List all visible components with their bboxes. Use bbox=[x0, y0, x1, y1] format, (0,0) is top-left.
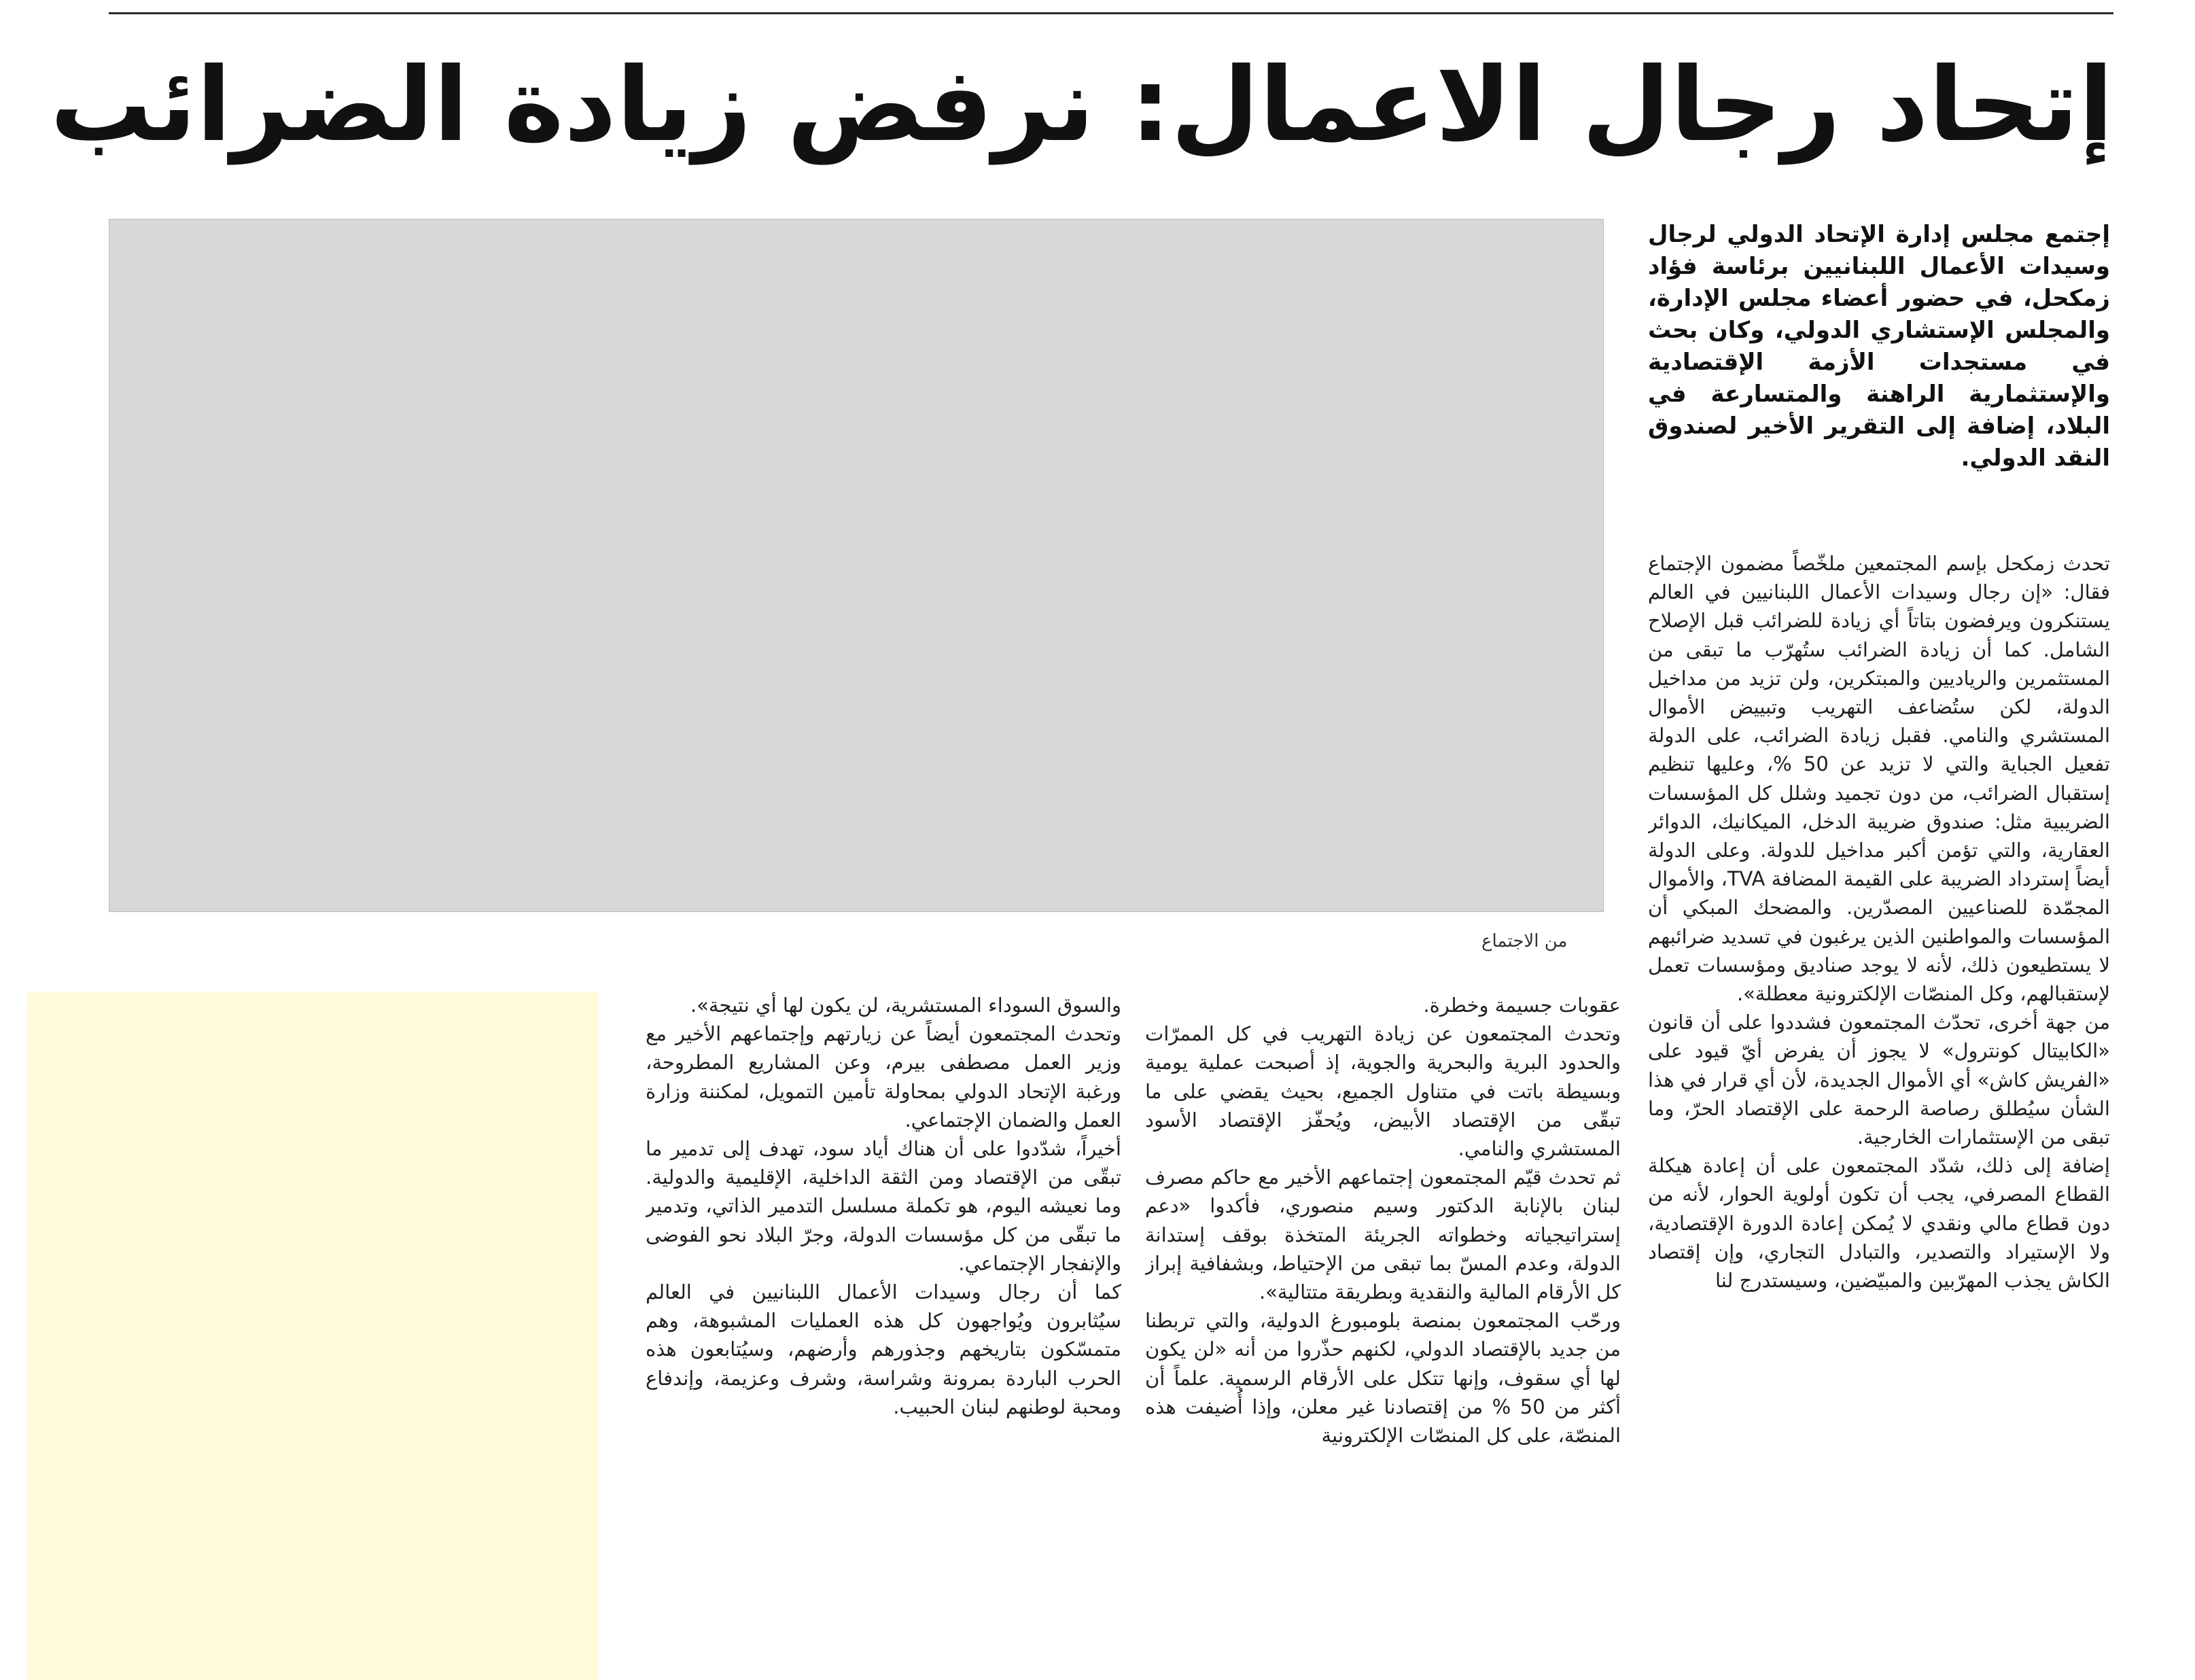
ad-placeholder bbox=[27, 992, 598, 1680]
article-paragraph: تحدث زمكحل بإسم المجتمعين ملخّصاً مضمون الإجتماع فقال: «إن رجال وسيدات الأعمال اللبنانيين في العالم يستنكرون ويرفضون بتاتاً أي زيادة للضرائب قبل الإصلاح الشامل. كما أن زيادة الضرائب ستُهرّب ما تبقى من المستثمرين والرياديين والمبتكرين، ولن تزيد من مداخيل الدولة، لكن ستُضاعف التهريب وتبييض الأموال المستشري والنامي. فقبل زيادة الضرائب، على الدولة تفعيل الجباية والتي لا تزيد عن 50 %، وعليها تنظيم إستقبال الضرائب، من دون تجميد وشلل كل المؤسسات الضريبية مثل: صندوق ضريبة الدخل، الميكانيك، الدوائر العقارية، والتي تؤمن أكبر مداخيل للدولة. وعلى الدولة أيضاً إسترداد الضريبة على القيمة المضافة TVA، والأموال المجمّدة للصناعيين المصدّرين. والمضحك المبكي أن المؤسسات والمواطنين الذين يرغبون في تسديد ضرائبهم لا يستطيعون ذلك، لأنه لا يوجد صناديق ومؤسسات تعمل لإستقبالهم، وكل المنصّات الإلكترونية معطلة». bbox=[1648, 552, 2110, 1006]
article-paragraph: من جهة أخرى، تحدّث المجتمعون فشددوا على أن قانون «الكابيتال كونترول» لا يجوز أن يفرض أيّ قيود على «الفريش كاش» أي الأموال الجديدة، لأن أي قرار في هذا الشأن سيُطلق رصاصة الرحمة على الإقتصاد الحرّ، وما تبقى من الإستثمارات الخارجية. bbox=[1648, 1011, 2110, 1149]
article-paragraph: وتحدث المجتمعون أيضاً عن زيارتهم وإجتماعهم الأخير مع وزير العمل مصطفى بيرم، وعن المشاريع المطروحة، ورغبة الإتحاد الدولي بمحاولة تأمين التمويل، لمكننة وزارة العمل والضمان الإجتماعي. bbox=[646, 1022, 1121, 1132]
article-paragraph: والسوق السوداء المستشرية، لن يكون لها أي نتيجة». bbox=[690, 994, 1121, 1017]
article-paragraph: أخيراً، شدّدوا على أن هناك أياد سود، تهدف إلى تدمير ما تبقّى من الإقتصاد ومن الثقة الداخلية، الإقليمية والدولية. وما نعيشه اليوم، هو تكملة مسلسل التدمير الذاتي، وتدمير ما تبقّى من كل مؤسسات الدولة، وجرّ البلاد نحو الفوضى والإنفجار الإجتماعي. bbox=[646, 1137, 1121, 1275]
article-paragraph: وتحدث المجتمعون عن زيادة التهريب في كل الممرّات والحدود البرية والبحرية والجوية، إذ أصبحت عملية يومية وبسيطة باتت في متناول الجميع، بحيث يقضي على ما تبقّى من الإقتصاد الأبيض، ويُحفّز الإقتصاد الأسود المستشري والنامي. bbox=[1145, 1022, 1621, 1161]
meeting-photo bbox=[109, 219, 1604, 912]
article-paragraph: ثم تحدث قيّم المجتمعون إجتماعهم الأخير مع حاكم مصرف لبنان بالإنابة الدكتور وسيم منصوري، فأكدوا «دعم إستراتيجياته وخطواته الجريئة المتخذة بوقف إستدانة الدولة، وعدم المسّ بما تبقى من الإحتياط، وبشفافية إبراز كل الأرقام المالية والنقدية وبطريقة متتالية». bbox=[1145, 1166, 1621, 1304]
article-paragraph: ورحّب المجتمعون بمنصة بلومبورغ الدولية، والتي تربطنا من جديد بالإقتصاد الدولي، لكنهم حذّروا من أنه «لن يكون لها أي سقوف، وإنها تتكل على الأرقام الرسمية. علماً أن أكثر من 50 % من إقتصادنا غير معلن، وإذا أُضيفت هذه المنصّة، على كل المنصّات الإلكترونية bbox=[1145, 1309, 1621, 1448]
article-paragraph: كما أن رجال وسيدات الأعمال اللبنانيين في العالم سيُثابرون ويُواجهون كل هذه العمليات المشبوهة، وهم متمسّكون بتاريخهم وجذورهم وأرضهم، وسيُتابعون هذه الحرب الباردة بمرونة وشراسة، وشرف وعزيمة، وإندفاع ومحبة لوطنهم لبنان الحبيب. bbox=[646, 1280, 1121, 1418]
top-rule bbox=[109, 12, 2113, 14]
article-column-3 bbox=[646, 991, 1121, 1664]
article-paragraph: إضافة إلى ذلك، شدّد المجتمعون على أن إعادة هيكلة القطاع المصرفي، يجب أن تكون أولوية الحوار، لأنه من دون قطاع مالي ونقدي لا يُمكن إعادة الدورة الإقتصادية، ولا الإستيراد والتصدير، والتبادل التجاري، وإن إقتصاد الكاش يجذب المهرّبين والمبيّضين، وسيستدرج لنا bbox=[1648, 1154, 2110, 1293]
article-column-1 bbox=[1648, 549, 2110, 1664]
article-column-2 bbox=[1145, 991, 1621, 1664]
headline: إتحاد رجال الاعمال: نرفض زيادة الضرائب bbox=[50, 46, 2113, 164]
intro-paragraph: إجتمع مجلس إدارة الإتحاد الدولي لرجال وسيدات الأعمال اللبنانيين برئاسة فؤاد زمكحل، في حضور أعضاء مجلس الإدارة، والمجلس الإستشاري الدولي، وكان بحث في مستجدات الأزمة الإقتصادية والإستثمارية الراهنة والمتسارعة في البلاد، إضافة إلى التقرير الأخير لصندوق النقد الدولي. bbox=[1648, 221, 2110, 472]
article-paragraph: عقوبات جسيمة وخطرة. bbox=[1423, 994, 1621, 1017]
photo-caption: من الاجتماع bbox=[1481, 931, 1568, 951]
